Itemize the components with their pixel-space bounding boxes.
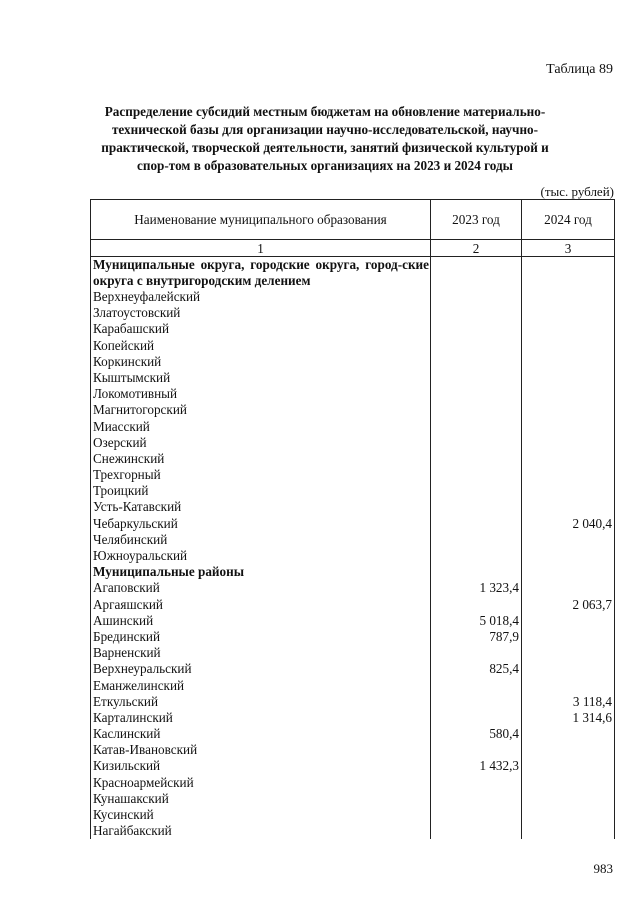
- value-2023: 1 323,4: [431, 580, 522, 596]
- value-2024: [522, 645, 615, 661]
- value-2024: [522, 321, 615, 337]
- value-2023: [431, 710, 522, 726]
- value-2023: 580,4: [431, 726, 522, 742]
- value-2024: [522, 758, 615, 774]
- value-2023: [431, 645, 522, 661]
- municipality-name: Карабашский: [91, 321, 431, 337]
- value-2024: [522, 613, 615, 629]
- value-2023: [431, 532, 522, 548]
- value-2023: [431, 386, 522, 402]
- municipality-name: Усть-Катавский: [91, 499, 431, 515]
- table-row: [91, 613, 615, 629]
- table-row: [91, 710, 615, 726]
- group-header-row: [91, 564, 615, 580]
- header-name: Наименование муниципального образования: [91, 200, 431, 240]
- table-row: [91, 321, 615, 337]
- municipality-name: Каслинский: [91, 726, 431, 742]
- page-number: 983: [593, 861, 613, 876]
- municipality-name: Трехгорный: [91, 467, 431, 483]
- value-2023: 787,9: [431, 629, 522, 645]
- value-2023: [431, 419, 522, 435]
- units-label: (тыс. рублей): [540, 184, 614, 199]
- value-2024: [522, 661, 615, 677]
- value-2023: [431, 370, 522, 386]
- value-2024: [522, 807, 615, 823]
- value-2024: [522, 419, 615, 435]
- table-row: [91, 532, 615, 548]
- column-number: 3: [522, 240, 615, 257]
- value-2023: [431, 289, 522, 305]
- table-row: [91, 386, 615, 402]
- municipality-name: Кыштымский: [91, 370, 431, 386]
- municipality-name: Варненский: [91, 645, 431, 661]
- table-row: [91, 629, 615, 645]
- value-2024: [522, 435, 615, 451]
- value-2023: 1 432,3: [431, 758, 522, 774]
- value-2023: [431, 338, 522, 354]
- value-2024: [522, 451, 615, 467]
- table-row: [91, 775, 615, 791]
- value-2024: [522, 823, 615, 839]
- value-2024: [522, 257, 615, 290]
- column-number: 1: [91, 240, 431, 257]
- table-row: [91, 758, 615, 774]
- municipality-name: Карталинский: [91, 710, 431, 726]
- municipality-name: Троицкий: [91, 483, 431, 499]
- table-row: [91, 726, 615, 742]
- table-row: [91, 435, 615, 451]
- municipality-name: Локомотивный: [91, 386, 431, 402]
- table-row: [91, 807, 615, 823]
- table-row: [91, 451, 615, 467]
- table-row: [91, 402, 615, 418]
- value-2023: [431, 597, 522, 613]
- value-2024: [522, 548, 615, 564]
- municipality-name: Кусинский: [91, 807, 431, 823]
- table-row: [91, 742, 615, 758]
- table-row: [91, 354, 615, 370]
- table-row: [91, 597, 615, 613]
- table-row: [91, 694, 615, 710]
- municipality-name: Верхнеуральский: [91, 661, 431, 677]
- value-2023: [431, 321, 522, 337]
- table-row: [91, 419, 615, 435]
- municipality-name: Магнитогорский: [91, 402, 431, 418]
- value-2023: [431, 742, 522, 758]
- table-row: [91, 580, 615, 596]
- value-2024: [522, 580, 615, 596]
- header-row: [91, 200, 615, 240]
- value-2024: [522, 532, 615, 548]
- municipality-name: Агаповский: [91, 580, 431, 596]
- table-row: [91, 483, 615, 499]
- value-2024: [522, 305, 615, 321]
- table-row: [91, 645, 615, 661]
- value-2023: [431, 305, 522, 321]
- table-body: [91, 257, 615, 840]
- municipality-name: Кизильский: [91, 758, 431, 774]
- value-2023: [431, 257, 522, 290]
- value-2024: [522, 499, 615, 515]
- value-2024: [522, 386, 615, 402]
- value-2024: [522, 289, 615, 305]
- value-2024: 2 040,4: [522, 516, 615, 532]
- value-2024: 1 314,6: [522, 710, 615, 726]
- value-2023: [431, 451, 522, 467]
- value-2024: 2 063,7: [522, 597, 615, 613]
- municipality-name: Златоустовский: [91, 305, 431, 321]
- column-number-row: [91, 240, 615, 257]
- table-row: [91, 791, 615, 807]
- value-2024: [522, 467, 615, 483]
- value-2023: [431, 354, 522, 370]
- value-2024: [522, 370, 615, 386]
- value-2023: [431, 791, 522, 807]
- table-row: [91, 338, 615, 354]
- value-2024: [522, 402, 615, 418]
- value-2023: [431, 548, 522, 564]
- table-row: [91, 516, 615, 532]
- value-2024: 3 118,4: [522, 694, 615, 710]
- value-2023: 5 018,4: [431, 613, 522, 629]
- municipality-name: Коркинский: [91, 354, 431, 370]
- value-2023: [431, 823, 522, 839]
- value-2024: [522, 354, 615, 370]
- table-label: Таблица 89: [546, 62, 613, 77]
- value-2024: [522, 564, 615, 580]
- value-2023: [431, 467, 522, 483]
- municipality-name: Красноармейский: [91, 775, 431, 791]
- value-2023: [431, 807, 522, 823]
- table-row: [91, 548, 615, 564]
- municipality-name: Катав-Ивановский: [91, 742, 431, 758]
- value-2024: [522, 775, 615, 791]
- table-title: Распределение субсидий местным бюджетам на обновление материально-технической базы для организации научно-исследовательской, научно-практической, творческой деятельности, занятий физической культурой и спор-том в образовательных организациях на 2023 и 2024 годы: [101, 104, 549, 173]
- municipality-name: Еткульский: [91, 694, 431, 710]
- table-row: [91, 289, 615, 305]
- value-2023: [431, 516, 522, 532]
- table-row: [91, 305, 615, 321]
- group-header-row: [91, 257, 615, 290]
- municipality-name: Озерский: [91, 435, 431, 451]
- municipality-name: Челябинский: [91, 532, 431, 548]
- header-2023: 2023 год: [431, 200, 522, 240]
- value-2024: [522, 726, 615, 742]
- municipality-name: Копейский: [91, 338, 431, 354]
- value-2024: [522, 678, 615, 694]
- municipality-name: Муниципальные районы: [91, 564, 431, 580]
- table-row: [91, 823, 615, 839]
- value-2023: [431, 694, 522, 710]
- value-2024: [522, 483, 615, 499]
- municipality-name: Верхнеуфалейский: [91, 289, 431, 305]
- value-2024: [522, 742, 615, 758]
- value-2024: [522, 791, 615, 807]
- municipality-name: Чебаркульский: [91, 516, 431, 532]
- table-row: [91, 678, 615, 694]
- municipality-name: Снежинский: [91, 451, 431, 467]
- subsidy-table: [90, 199, 615, 839]
- table-row: [91, 467, 615, 483]
- municipality-name: Аргаяшский: [91, 597, 431, 613]
- municipality-name: Муниципальные округа, городские округа, город-ские округа с внутригородским делением: [91, 257, 431, 290]
- column-number: 2: [431, 240, 522, 257]
- table-row: [91, 370, 615, 386]
- value-2024: [522, 338, 615, 354]
- value-2023: [431, 564, 522, 580]
- municipality-name: Миасский: [91, 419, 431, 435]
- table-row: [91, 499, 615, 515]
- value-2023: [431, 775, 522, 791]
- municipality-name: Ашинский: [91, 613, 431, 629]
- municipality-name: Кунашакский: [91, 791, 431, 807]
- value-2023: [431, 499, 522, 515]
- value-2024: [522, 629, 615, 645]
- header-2024: 2024 год: [522, 200, 615, 240]
- municipality-name: Южноуральский: [91, 548, 431, 564]
- value-2023: [431, 402, 522, 418]
- value-2023: [431, 678, 522, 694]
- municipality-name: Нагайбакский: [91, 823, 431, 839]
- table-row: [91, 661, 615, 677]
- municipality-name: Еманжелинский: [91, 678, 431, 694]
- value-2023: [431, 435, 522, 451]
- value-2023: 825,4: [431, 661, 522, 677]
- value-2023: [431, 483, 522, 499]
- municipality-name: Брединский: [91, 629, 431, 645]
